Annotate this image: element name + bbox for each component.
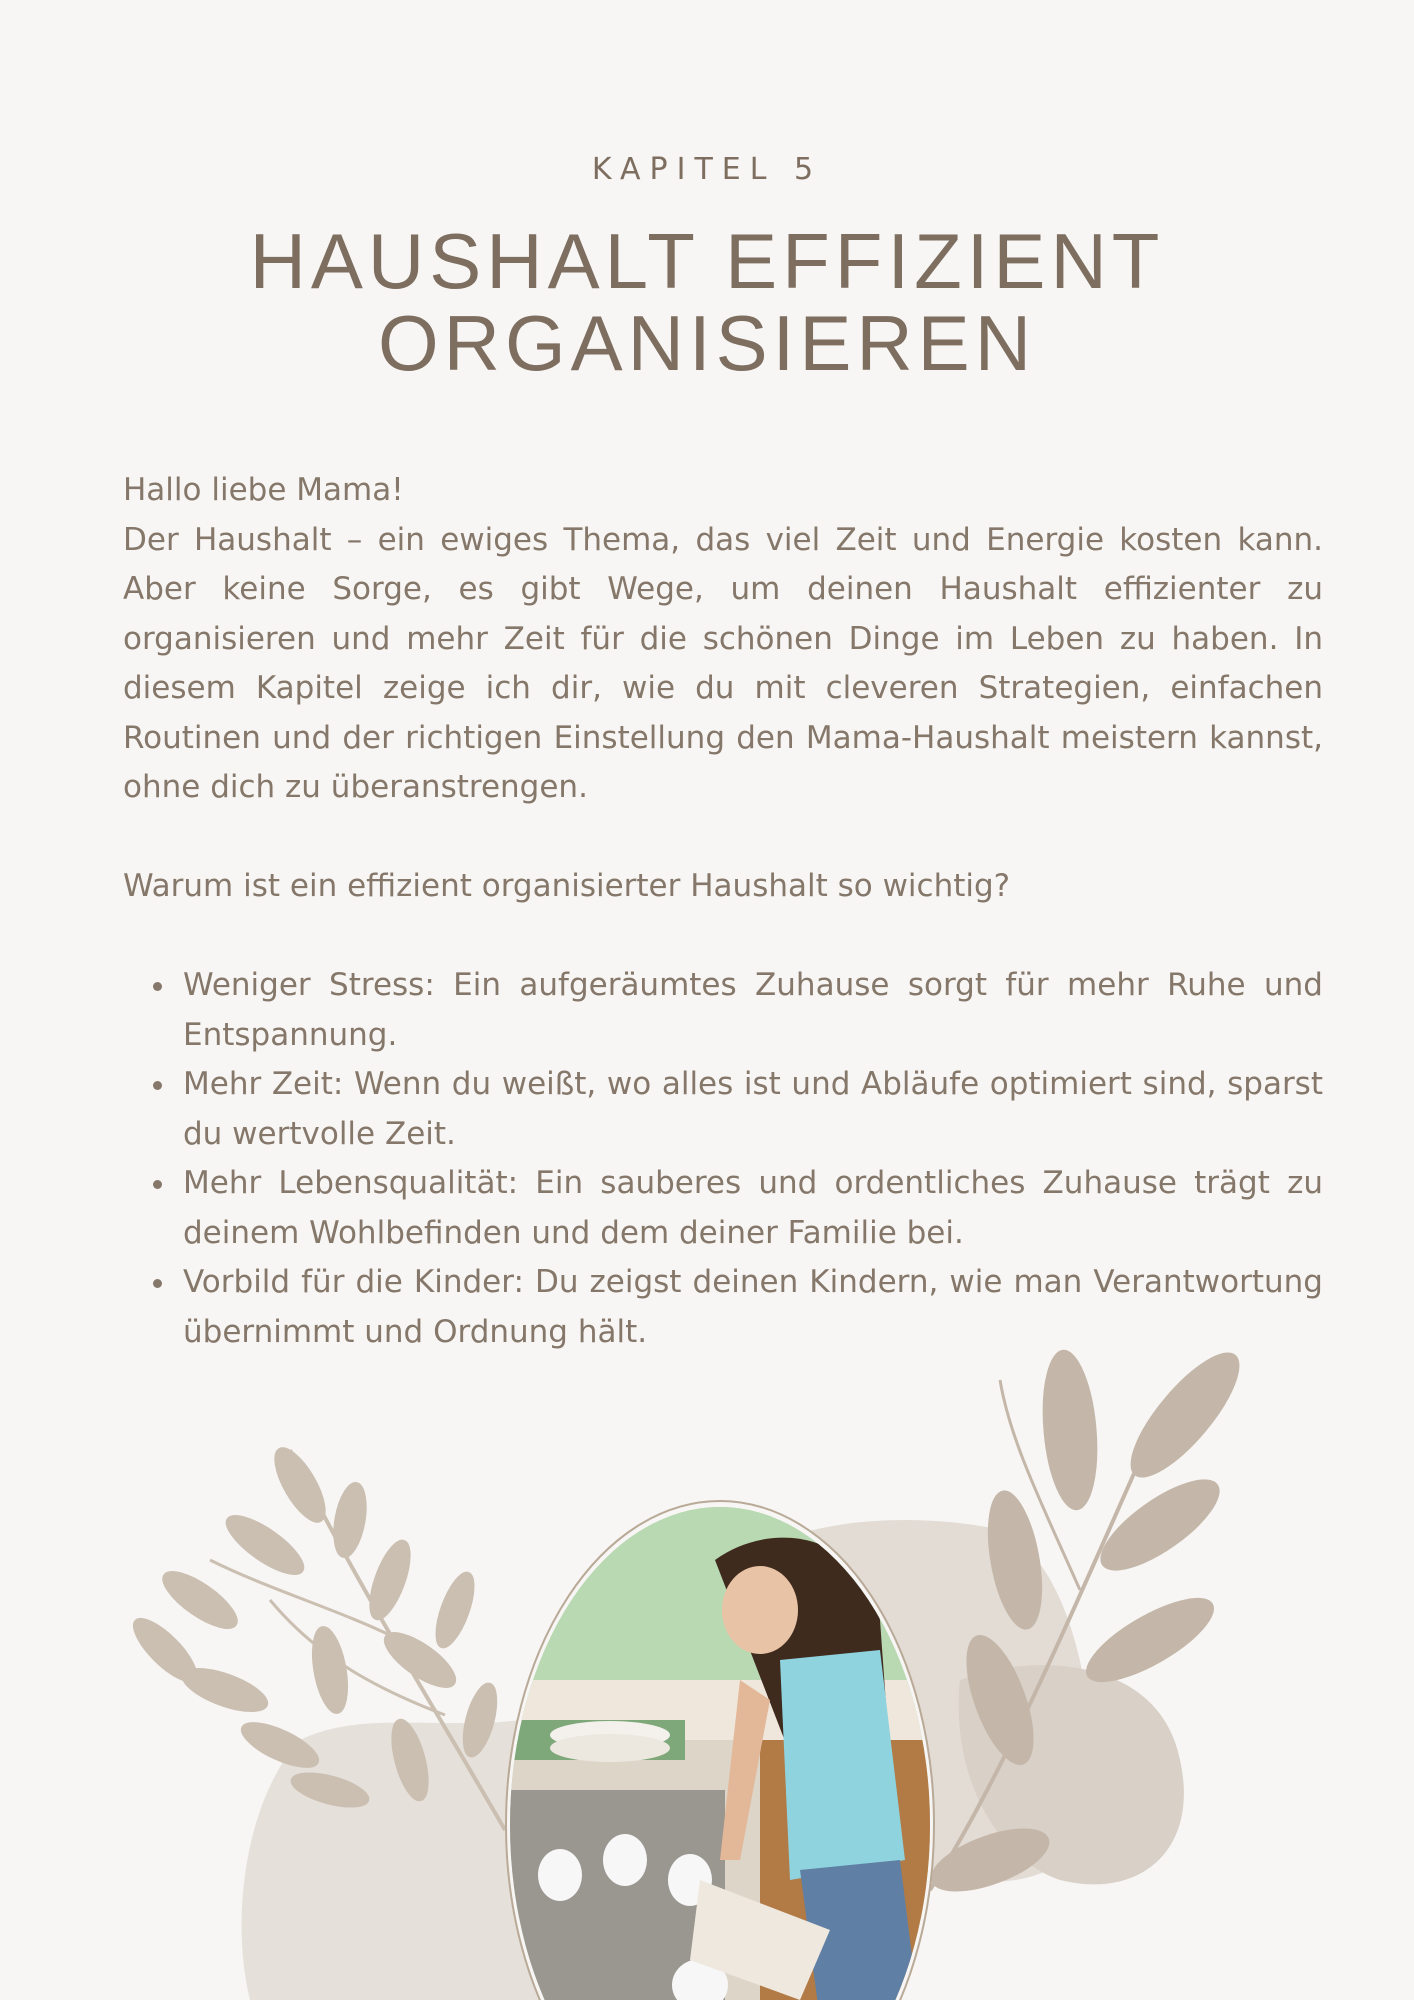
list-item: Weniger Stress: Ein aufgeräumtes Zuhause sorgt für mehr Ruhe und Entspannung. <box>183 961 1323 1060</box>
list-item: Vorbild für die Kinder: Du zeigst deinen Kindern, wie man Verantwortung übernimmt und Ordnung hält. <box>183 1258 1323 1357</box>
page-title <box>0 217 1414 387</box>
list-item: Mehr Zeit: Wenn du weißt, wo alles ist und Abläufe optimiert sind, sparst du wertvolle Zeit. <box>183 1060 1323 1159</box>
greeting: Hallo liebe Mama! <box>123 472 404 508</box>
intro-paragraph: Der Haushalt – ein ewiges Thema, das viel Zeit und Energie kosten kann. Aber keine Sorge, es gibt Wege, um deinen Haushalt effizienter zu organisieren und mehr Zeit für die schönen Dinge im Leben zu haben. In diesem Kapitel zeige ich dir, wie du mit cleveren Strategien, einfachen Routinen und der richtigen Einstellung den Mama-Haushalt meistern kannst, ohne dich zu überanstrengen. <box>123 521 1323 805</box>
list-item: Mehr Lebensqualität: Ein sauberes und ordentliches Zuhause trägt zu deinem Wohlbefinden und dem deiner Familie bei. <box>183 1159 1323 1258</box>
page-title-line-2: ORGANISIEREN <box>377 299 1037 387</box>
main-text <box>123 466 1323 1357</box>
question-heading: Warum ist ein effizient organisierter Haushalt so wichtig? <box>123 867 1011 904</box>
chapter-label: KAPITEL 5 <box>591 152 823 187</box>
reasons-list <box>123 961 1323 1357</box>
decorative-illustration <box>0 1340 1414 2000</box>
page-title-line-1: HAUSHALT EFFIZIENT <box>249 217 1165 305</box>
